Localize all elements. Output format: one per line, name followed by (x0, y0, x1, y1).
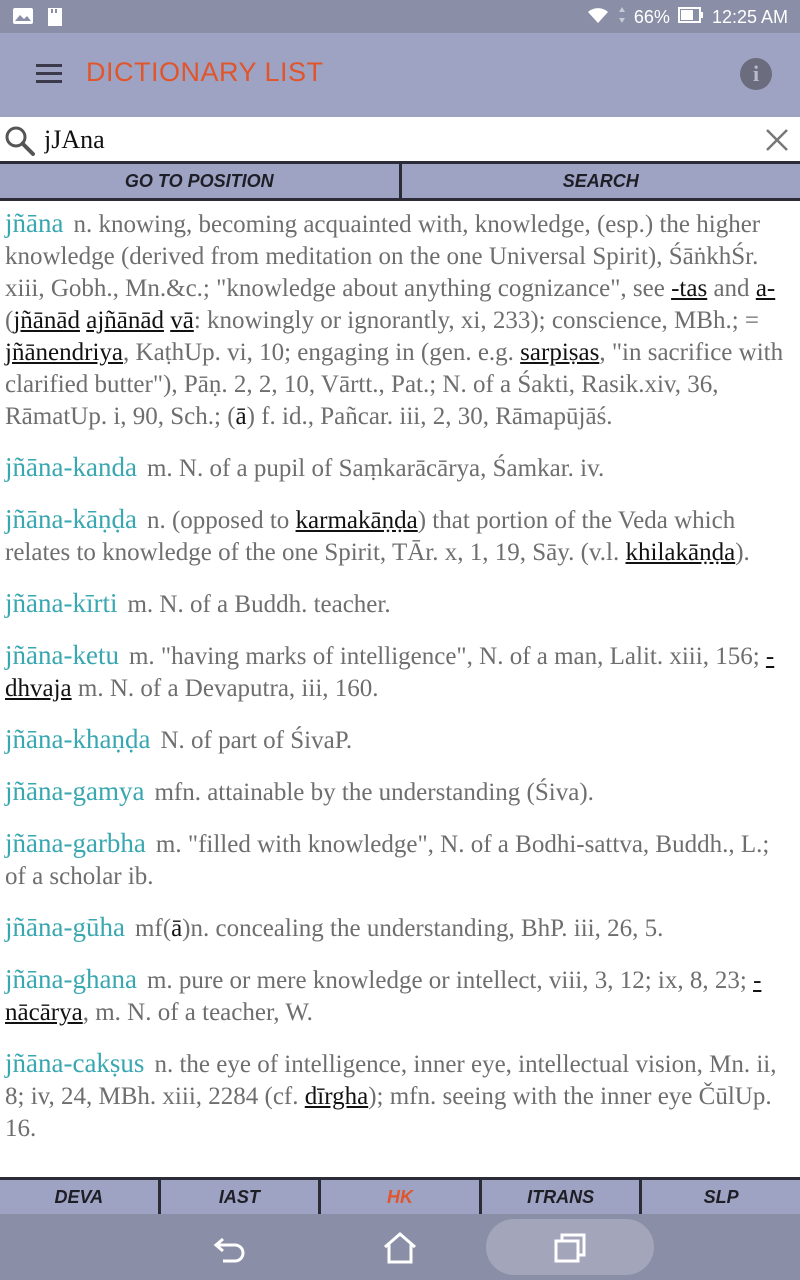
entry-headword[interactable]: jñāna-cakṣus (5, 1048, 145, 1078)
cross-reference-link[interactable]: -tas (671, 275, 708, 302)
entry-definition-text: n. the eye of intelligence, inner eye, intellectual vision, Mn. ii, 8; iv, 24, MBh. xiii, 2284 (cf. (5, 1051, 777, 1110)
dictionary-entry (5, 451, 796, 485)
back-icon[interactable] (208, 1226, 252, 1270)
entry-definition-text: )n. concealing the understanding, BhP. iii, 26, 5. (182, 915, 664, 942)
entry-definition-text: ) f. id., Pañcar. iii, 2, 30, Rāmapūjāś. (246, 403, 613, 430)
tab-deva[interactable]: DEVA (0, 1180, 161, 1214)
data-arrows-icon (618, 6, 626, 29)
clock: 12:25 AM (711, 7, 788, 27)
dictionary-entry (5, 207, 796, 433)
dictionary-entry (5, 1047, 796, 1145)
entry-definition-text: , KaṭhUp. vi, 10; engaging in (gen. e.g. (123, 339, 521, 366)
dictionary-entry (5, 587, 796, 621)
dictionary-entry-list[interactable] (0, 203, 800, 1177)
tab-itrans[interactable]: ITRANS (482, 1180, 643, 1214)
tab-hk[interactable]: HK (321, 1180, 482, 1214)
entry-definition-text: m. N. of a Devaputra, iii, 160. (71, 675, 379, 702)
sd-card-icon (46, 7, 64, 32)
entry-definition-text: , m. N. of a teacher, W. (82, 999, 313, 1026)
info-icon[interactable]: i (740, 58, 772, 90)
entry-headword[interactable]: jñāna-ghana (5, 964, 137, 994)
close-icon[interactable] (764, 127, 790, 158)
entry-definition-text: and (707, 275, 756, 302)
home-icon[interactable] (378, 1226, 422, 1270)
entry-definition-text: m. N. of a Buddh. teacher. (127, 591, 391, 618)
entry-headword[interactable]: jñāna-kīrti (5, 588, 118, 618)
cross-reference-link[interactable]: -nācārya (5, 967, 762, 1026)
app-title: DICTIONARY LIST (86, 57, 324, 87)
entry-definition-text: m. "having marks of intelligence", N. of a man, Lalit. xiii, 156; (128, 643, 766, 670)
entry-definition-text: , "in sacrifice with clarified butter"), Pāṇ. 2, 2, 10, Vārtt., Pat.; N. of a Śakti, Rasik.xiv, 36, RāmatUp. i, 90, Sch.; ( (5, 339, 784, 430)
tab-iast[interactable]: IAST (161, 1180, 322, 1214)
dictionary-entry (5, 639, 796, 705)
gallery-icon (12, 7, 34, 32)
battery-percent: 66% (633, 7, 670, 27)
cross-reference-link[interactable]: ajñānād (86, 307, 164, 334)
action-buttons (0, 164, 800, 201)
entry-definition-text: n. knowing, becoming acquainted with, knowledge, (esp.) the higher knowledge (derived from meditation on the one Universal Spirit), ŚāṅkhŚr. xiii, Gobh., Mn.&c.; "knowledge about anything cognizance", see (5, 211, 761, 302)
battery-icon (678, 7, 704, 28)
dictionary-entry (5, 723, 796, 757)
hamburger-menu-icon[interactable] (36, 64, 62, 84)
entry-definition-text: N. of part of ŚivaP. (160, 727, 353, 754)
go-to-position-button[interactable]: GO TO POSITION (0, 164, 402, 201)
entry-headword[interactable]: jñāna-kanda (5, 452, 137, 482)
search-input[interactable] (44, 123, 744, 157)
entry-headword[interactable]: jñāna-ketu (5, 640, 119, 670)
entry-definition-text: ) that portion of the Veda which relates to knowledge of the one Spirit, TĀr. x, 1, 19, Sāy. (v.l. (5, 507, 736, 566)
cross-reference-link[interactable]: jñānendriya (5, 339, 124, 366)
dictionary-entry (5, 775, 796, 809)
wifi-icon (586, 6, 610, 29)
dictionary-entry (5, 911, 796, 945)
app-bar (0, 33, 800, 117)
dictionary-entry (5, 963, 796, 1029)
entry-headword[interactable]: jñāna-gamya (5, 776, 145, 806)
tab-slp[interactable]: SLP (703, 1186, 739, 1207)
entry-definition-text: : knowingly or ignorantly, xi, 233); conscience, MBh.; = (193, 307, 759, 334)
search-button[interactable]: SEARCH (402, 164, 800, 201)
entry-headword[interactable]: jñāna-garbha (5, 828, 146, 858)
dictionary-entry (5, 503, 796, 569)
entry-definition-text: m. pure or mere knowledge or intellect, viii, 3, 12; ix, 8, 23; (146, 967, 754, 994)
entry-marker-text: ā (171, 915, 183, 942)
entry-definition-text: ). (735, 539, 750, 566)
system-nav-bar (0, 1214, 800, 1280)
transliteration-tabs (0, 1177, 800, 1214)
search-icon (4, 125, 36, 162)
status-bar (0, 0, 800, 33)
search-bar (0, 117, 800, 164)
entry-headword[interactable]: jñāna-kāṇḍa (5, 504, 137, 534)
entry-definition-text: mfn. attainable by the understanding (Śiva). (154, 779, 594, 806)
entry-definition-text: n. (opposed to (146, 507, 296, 534)
entry-headword[interactable]: jñāna-khaṇḍa (5, 724, 151, 754)
cross-reference-link[interactable]: -dhvaja (5, 643, 775, 702)
entry-definition-text: ); mfn. seeing with the inner eye ČūlUp. 16. (5, 1083, 772, 1142)
cross-reference-link[interactable]: karmakāṇḍa (295, 507, 418, 534)
entry-definition-text: ( (5, 307, 14, 334)
cross-reference-link[interactable]: vā (170, 307, 194, 334)
dictionary-entry (5, 827, 796, 893)
cross-reference-link[interactable]: sarpiṣas (520, 339, 600, 366)
entry-definition-text: m. "filled with knowledge", N. of a Bodhi-sattva, Buddh., L.; of a scholar ib. (5, 831, 770, 890)
cross-reference-link[interactable]: jñānād (13, 307, 80, 334)
cross-reference-link[interactable]: khilakāṇḍa (625, 539, 736, 566)
entry-definition-text: m. N. of a pupil of Saṃkarācārya, Śamkar. iv. (146, 455, 605, 482)
cross-reference-link[interactable]: dīrgha (304, 1083, 369, 1110)
entry-definition-text: mf( (134, 915, 172, 942)
cross-reference-link[interactable]: a- (755, 275, 776, 302)
entry-marker-text: ā (235, 403, 247, 430)
entry-headword[interactable]: jñāna-gūha (5, 912, 125, 942)
recent-apps-icon[interactable] (548, 1226, 592, 1270)
entry-headword[interactable]: jñāna (5, 208, 64, 238)
